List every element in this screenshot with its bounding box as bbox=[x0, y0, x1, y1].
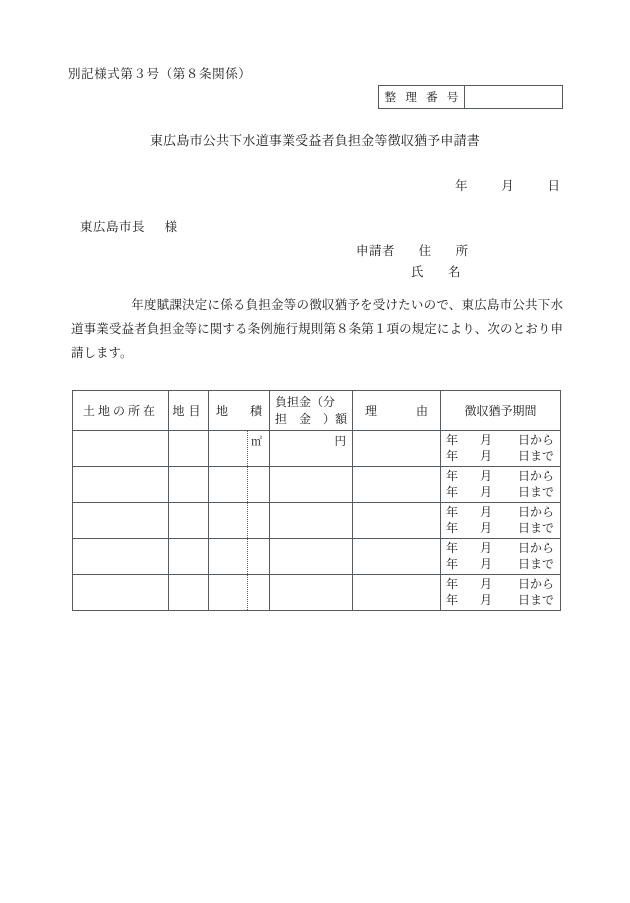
addressee-name: 東広島市長 bbox=[80, 220, 146, 234]
cell-location[interactable] bbox=[73, 575, 169, 611]
table-row bbox=[73, 539, 561, 575]
cell-land-type[interactable] bbox=[169, 503, 209, 539]
addressee-honorific: 様 bbox=[164, 220, 178, 234]
term-line-to[interactable] bbox=[441, 449, 554, 464]
cell-amount[interactable] bbox=[270, 431, 353, 467]
cell-reason[interactable] bbox=[353, 539, 441, 575]
area-dotted-divider bbox=[247, 539, 248, 574]
header-area bbox=[209, 391, 270, 431]
header-reason bbox=[353, 391, 441, 431]
table-row bbox=[73, 503, 561, 539]
term-day-label: 日から bbox=[517, 577, 554, 591]
applicant-role-label: 申請者 bbox=[356, 244, 396, 258]
term-line-to[interactable] bbox=[441, 485, 554, 500]
term-month-label: 月 bbox=[479, 433, 492, 447]
term-month-label: 月 bbox=[479, 505, 492, 519]
term-line-from[interactable] bbox=[441, 577, 554, 592]
header-amount-line2-right: 額 bbox=[334, 411, 347, 426]
cell-amount[interactable] bbox=[270, 575, 353, 611]
table-row bbox=[73, 575, 561, 611]
cell-land-type[interactable] bbox=[169, 539, 209, 575]
term-year-label: 年 bbox=[445, 577, 458, 591]
term-day-label: 日まで bbox=[517, 521, 554, 535]
term-inner bbox=[441, 539, 560, 574]
date-month-label: 月 bbox=[501, 179, 515, 193]
table-body bbox=[73, 431, 561, 611]
cell-amount[interactable] bbox=[270, 539, 353, 575]
term-year-label: 年 bbox=[445, 469, 458, 483]
applicant-address-label: 住 所 bbox=[418, 244, 475, 258]
header-location-label: 土地の所在 bbox=[82, 404, 158, 418]
term-day-label: 日から bbox=[517, 505, 554, 519]
term-day-label: 日から bbox=[517, 433, 554, 447]
area-unit-label: ㎡ bbox=[251, 436, 262, 448]
header-amount-line1: 負担金（分 bbox=[275, 394, 336, 409]
term-month-label: 月 bbox=[479, 521, 492, 535]
body-paragraph-text: 年度賦課決定に係る負担金等の徴収猶予を受けたいので、東広島市公共下水道事業受益者負担金等に関する条例施行規則第８条第１項の規定により、次のとおり申請します。 bbox=[71, 298, 563, 360]
header-amount-line2-left: 担 金 ） bbox=[275, 411, 336, 426]
table-row bbox=[73, 467, 561, 503]
header-term-label: 徴収猶予期間 bbox=[464, 404, 537, 418]
term-year-label: 年 bbox=[445, 449, 458, 463]
cell-area[interactable] bbox=[209, 431, 270, 467]
header-area-label-left: 地 bbox=[216, 404, 229, 418]
term-month-label: 月 bbox=[479, 485, 492, 499]
cell-area[interactable] bbox=[209, 575, 270, 611]
cell-land-type[interactable] bbox=[169, 431, 209, 467]
date-line bbox=[455, 176, 561, 194]
term-month-label: 月 bbox=[479, 557, 492, 571]
cell-area[interactable] bbox=[209, 467, 270, 503]
header-location bbox=[73, 391, 169, 431]
term-month-label: 月 bbox=[479, 577, 492, 591]
area-dotted-divider bbox=[247, 575, 248, 610]
cell-location[interactable] bbox=[73, 539, 169, 575]
cell-reason[interactable] bbox=[353, 467, 441, 503]
cell-land-type[interactable] bbox=[169, 467, 209, 503]
cell-term[interactable] bbox=[441, 539, 561, 575]
reference-number-label: 整 理 番 号 bbox=[379, 86, 465, 108]
cell-term[interactable] bbox=[441, 431, 561, 467]
cell-area[interactable] bbox=[209, 503, 270, 539]
term-year-label: 年 bbox=[445, 521, 458, 535]
term-day-label: 日から bbox=[517, 541, 554, 555]
term-day-label: 日まで bbox=[517, 593, 554, 607]
date-day-label: 日 bbox=[547, 179, 561, 193]
term-month-label: 月 bbox=[479, 469, 492, 483]
term-inner bbox=[441, 575, 560, 610]
cell-term[interactable] bbox=[441, 467, 561, 503]
cell-amount[interactable] bbox=[270, 503, 353, 539]
term-year-label: 年 bbox=[445, 505, 458, 519]
cell-area[interactable] bbox=[209, 539, 270, 575]
term-day-label: 日から bbox=[517, 469, 554, 483]
term-day-label: 日まで bbox=[517, 557, 554, 571]
header-area-label-right: 積 bbox=[249, 404, 262, 418]
cell-land-type[interactable] bbox=[169, 575, 209, 611]
term-year-label: 年 bbox=[445, 485, 458, 499]
term-line-to[interactable] bbox=[441, 557, 554, 572]
cell-location[interactable] bbox=[73, 503, 169, 539]
term-line-to[interactable] bbox=[441, 521, 554, 536]
cell-location[interactable] bbox=[73, 467, 169, 503]
term-year-label: 年 bbox=[445, 433, 458, 447]
reference-number-input[interactable] bbox=[465, 86, 562, 108]
form-number-label: 別記様式第３号（第８条関係） bbox=[68, 67, 252, 81]
term-inner bbox=[441, 467, 560, 502]
date-year-label: 年 bbox=[455, 179, 469, 193]
applicant-address-row bbox=[356, 241, 474, 259]
cell-reason[interactable] bbox=[353, 431, 441, 467]
header-reason-label-right: 由 bbox=[415, 404, 428, 418]
cell-term[interactable] bbox=[441, 503, 561, 539]
applicant-name-label: 氏 名 bbox=[411, 265, 467, 279]
table-row bbox=[73, 431, 561, 467]
term-month-label: 月 bbox=[479, 541, 492, 555]
header-amount bbox=[270, 391, 353, 431]
term-month-label: 月 bbox=[479, 593, 492, 607]
cell-location[interactable] bbox=[73, 431, 169, 467]
term-line-from[interactable] bbox=[441, 433, 554, 448]
term-year-label: 年 bbox=[445, 593, 458, 607]
cell-amount[interactable] bbox=[270, 467, 353, 503]
term-year-label: 年 bbox=[445, 541, 458, 555]
application-table bbox=[72, 390, 561, 611]
area-dotted-divider bbox=[247, 431, 248, 466]
header-term bbox=[441, 391, 561, 431]
term-line-from[interactable] bbox=[441, 505, 554, 520]
cell-reason[interactable] bbox=[353, 503, 441, 539]
term-day-label: 日まで bbox=[517, 485, 554, 499]
amount-unit-label: 円 bbox=[334, 436, 346, 448]
area-dotted-divider bbox=[247, 503, 248, 538]
cell-reason[interactable] bbox=[353, 575, 441, 611]
header-land-type-label: 地目 bbox=[172, 404, 205, 418]
header-land-type bbox=[169, 391, 209, 431]
term-line-from[interactable] bbox=[441, 469, 554, 484]
term-line-to[interactable] bbox=[441, 593, 554, 608]
header-reason-label-left: 理 bbox=[365, 404, 378, 418]
term-inner bbox=[441, 431, 560, 466]
body-paragraph bbox=[71, 293, 563, 365]
table-header-row bbox=[73, 391, 561, 431]
term-month-label: 月 bbox=[479, 449, 492, 463]
term-inner bbox=[441, 503, 560, 538]
term-year-label: 年 bbox=[445, 557, 458, 571]
reference-number-box bbox=[378, 85, 563, 109]
term-day-label: 日まで bbox=[517, 449, 554, 463]
term-line-from[interactable] bbox=[441, 541, 554, 556]
area-dotted-divider bbox=[247, 467, 248, 502]
addressee-line bbox=[80, 217, 178, 235]
cell-term[interactable] bbox=[441, 575, 561, 611]
page-title: 東広島市公共下水道事業受益者負担金等徴収猶予申請書 bbox=[149, 133, 480, 148]
